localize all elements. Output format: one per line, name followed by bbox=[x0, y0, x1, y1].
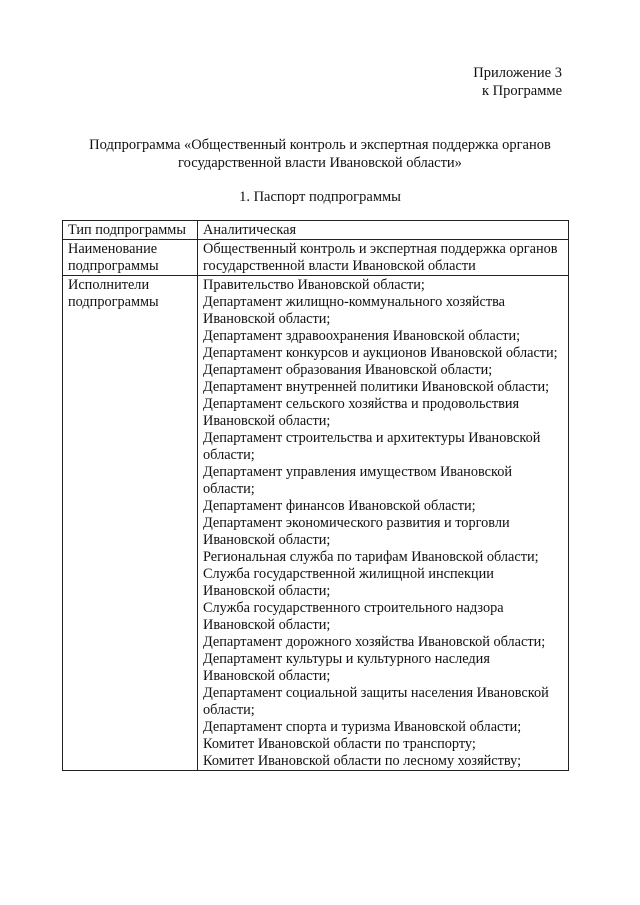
executor-item: Служба государственного строительного надзора Ивановской области; bbox=[203, 600, 504, 633]
appendix-number: Приложение 3 bbox=[473, 65, 562, 81]
subprogram-title-line-2: государственной власти Ивановской области» bbox=[178, 155, 462, 171]
executor-item: Служба государственной жилищной инспекции Ивановской области; bbox=[203, 566, 494, 599]
row-label-name: Наименование подпрограммы bbox=[63, 240, 198, 276]
executor-item: Департамент строительства и архитектуры Ивановской области; bbox=[203, 430, 541, 463]
appendix-target: к Программе bbox=[481, 83, 562, 99]
executor-item: Департамент управления имуществом Ивановской области; bbox=[203, 464, 513, 497]
executor-item: Департамент жилищно-коммунального хозяйства Ивановской области; bbox=[203, 294, 506, 327]
table-row bbox=[63, 276, 569, 771]
row-value-type: Аналитическая bbox=[198, 221, 569, 240]
executor-item: Департамент экономического развития и торговли Ивановской области; bbox=[203, 515, 510, 548]
appendix-reference bbox=[473, 64, 562, 100]
executor-item: Региональная служба по тарифам Ивановской области; bbox=[203, 549, 539, 565]
executor-item: Правительство Ивановской области; bbox=[203, 277, 425, 293]
executor-item: Департамент спорта и туризма Ивановской области; bbox=[203, 719, 522, 735]
subprogram-title bbox=[40, 136, 600, 172]
passport-table bbox=[62, 220, 569, 771]
executor-item: Департамент социальной защиты населения Ивановской области; bbox=[203, 685, 549, 718]
subprogram-title-line-1: Подпрограмма «Общественный контроль и экспертная поддержка органов bbox=[89, 137, 551, 153]
executor-item: Департамент дорожного хозяйства Ивановской области; bbox=[203, 634, 546, 650]
executor-item: Департамент образования Ивановской области; bbox=[203, 362, 493, 378]
row-label-type: Тип подпрограммы bbox=[63, 221, 198, 240]
row-label-executors: Исполнители подпрограммы bbox=[63, 276, 198, 771]
executor-item: Департамент здравоохранения Ивановской области; bbox=[203, 328, 521, 344]
executor-item: Департамент сельского хозяйства и продовольствия Ивановской области; bbox=[203, 396, 520, 429]
executor-item: Департамент внутренней политики Ивановской области; bbox=[203, 379, 550, 395]
section-heading: 1. Паспорт подпрограммы bbox=[239, 189, 401, 205]
table-row bbox=[63, 240, 569, 276]
row-value-name: Общественный контроль и экспертная поддержка органов государственной власти Ивановской области bbox=[198, 240, 569, 276]
row-value-executors bbox=[198, 276, 569, 771]
executor-item: Департамент конкурсов и аукционов Ивановской области; bbox=[203, 345, 558, 361]
executor-item: Комитет Ивановской области по транспорту; bbox=[203, 736, 476, 752]
table-row bbox=[63, 221, 569, 240]
executor-item: Департамент культуры и культурного наследия Ивановской области; bbox=[203, 651, 490, 684]
executor-item: Комитет Ивановской области по лесному хозяйству; bbox=[203, 753, 522, 769]
executor-item: Департамент финансов Ивановской области; bbox=[203, 498, 476, 514]
